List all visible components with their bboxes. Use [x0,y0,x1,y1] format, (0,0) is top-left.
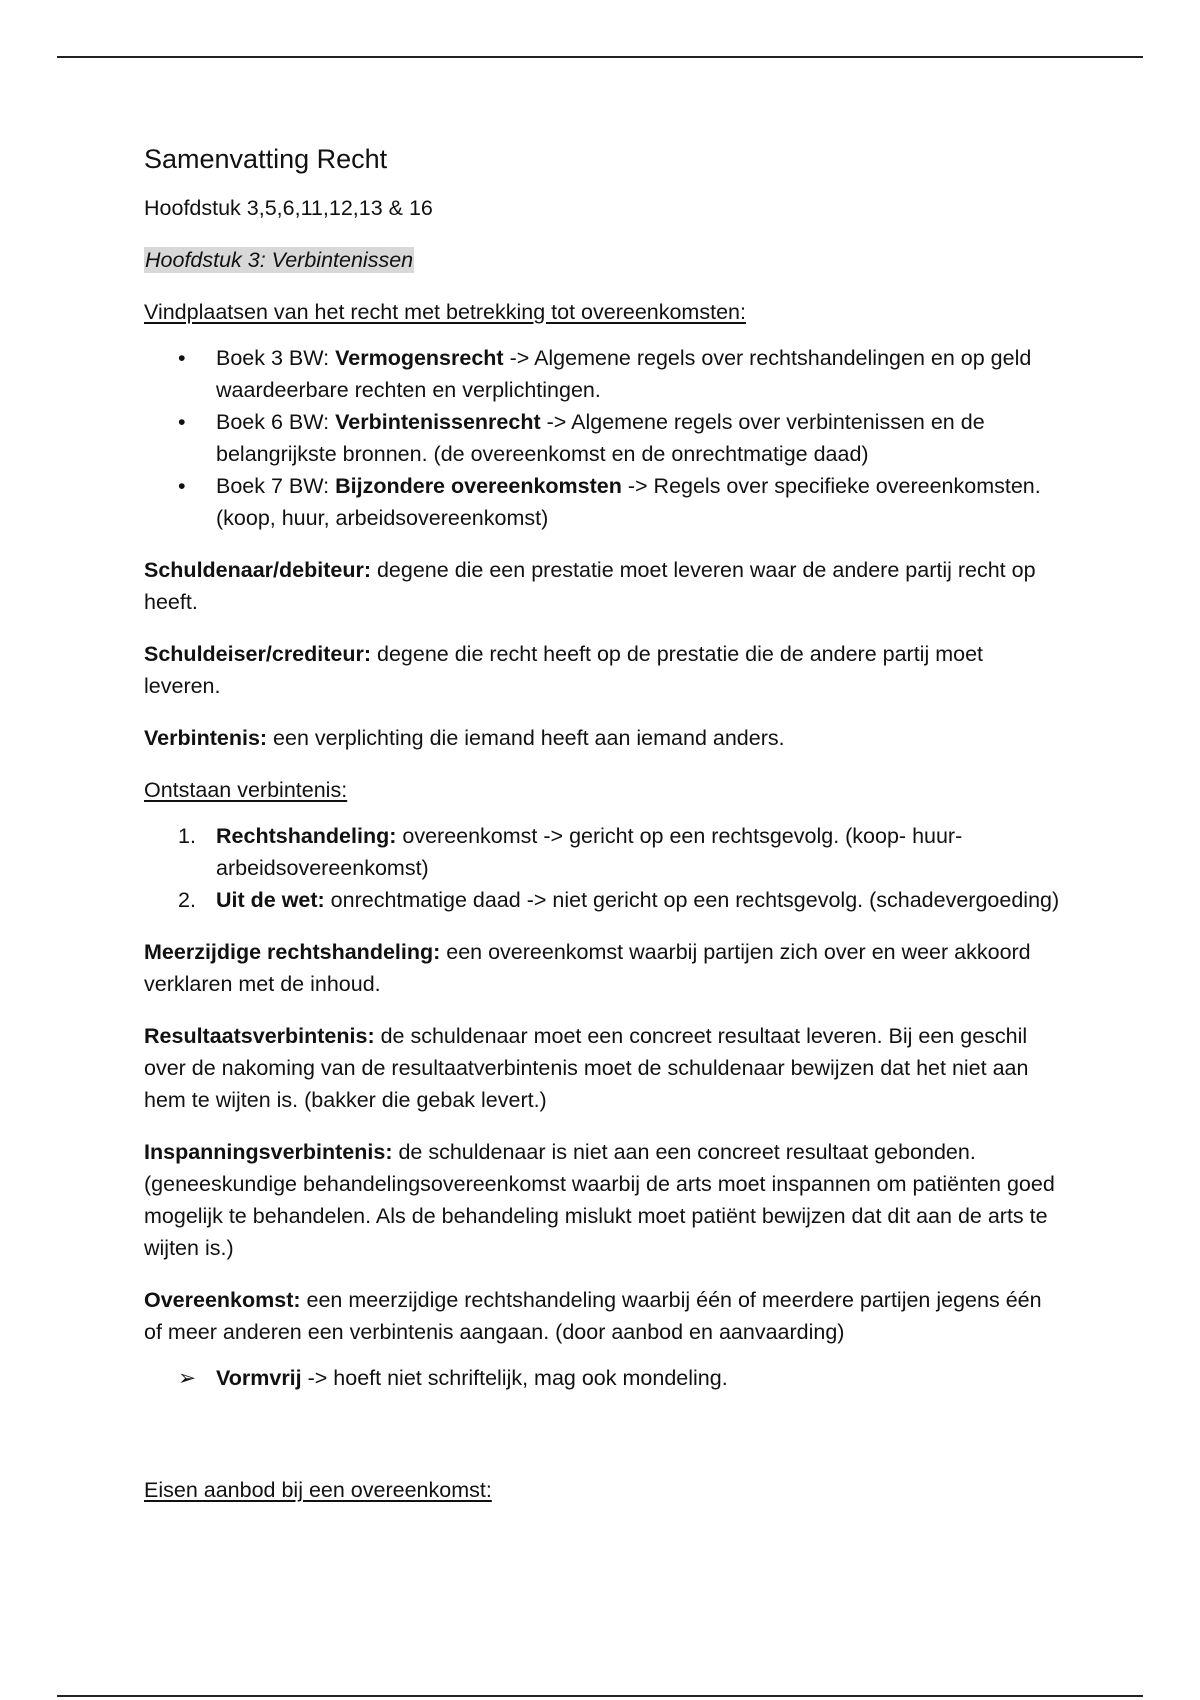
list-item-text: onrechtmatige daad -> niet gericht op een rechtsgevolg. (schadevergoeding) [324,888,1060,912]
list-item-prefix: Boek 6 BW: [216,410,336,434]
sources-heading: Vindplaatsen van het recht met betrekking tot overeenkomsten: [144,300,746,324]
offer-heading: Eisen aanbod bij een overeenkomst: [144,1478,492,1502]
definition-term: Schuldenaar/debiteur: [144,558,371,582]
header-rule [57,56,1143,58]
definition-text: degene die recht heeft op de prestatie die de andere partij moet leveren. [144,642,984,698]
arrow-bullet-icon: ➢ [178,1366,197,1390]
list-item [144,406,1064,470]
list-item-term: Bijzondere overeenkomsten [335,474,622,498]
footer-rule [57,1695,1143,1697]
list-item [144,470,1064,534]
definition-text: een meerzijdige rechtshandeling waarbij één of meerdere partijen jegens één of meer anderen een verbintenis aangaan. (door aanbod en aanvaarding) [144,1288,1042,1344]
list-item-term: Uit de wet: [216,888,325,912]
form-list [144,1362,1064,1394]
bullet-icon: • [178,410,186,434]
list-item-text: overeenkomst -> gericht op een rechtsgevolg. (koop- huur- arbeidsovereenkomst) [216,824,963,880]
origin-heading: Ontstaan verbintenis: [144,778,348,802]
definition-text: de schuldenaar moet een concreet resultaat leveren. Bij een geschil over de nakoming van de resultaatverbintenis moet de schuldenaar bewijzen dat het niet aan hem te wijten is. (bakker die gebak levert.) [144,1024,1029,1112]
list-item-prefix: Boek 7 BW: [216,474,336,498]
list-item-text: -> Algemene regels over verbintenissen en de belangrijkste bronnen. (de overeenkomst en de onrechtmatige daad) [216,410,985,466]
chapter-list: Hoofdstuk 3,5,6,11,12,13 & 16 [144,196,433,220]
definition-term: Resultaatsverbintenis: [144,1024,375,1048]
definition-creditor [144,638,1064,702]
list-item-text: -> hoeft niet schriftelijk, mag ook mondeling. [301,1366,728,1390]
list-item-text: -> Regels over specifieke overeenkomsten. (koop, huur, arbeidsovereenkomst) [216,474,1041,530]
definition-obligation [144,722,1064,754]
chapter-heading [144,244,1064,276]
definition-term: Verbintenis: [144,726,268,750]
list-number: 2. [178,888,196,912]
list-item [144,820,1064,884]
definition-effort-obligation [144,1136,1064,1264]
definition-debtor [144,554,1064,618]
list-item-term: Verbintenissenrecht [335,410,541,434]
list-item [144,884,1064,916]
definition-agreement [144,1284,1064,1348]
bullet-icon: • [178,474,186,498]
list-number: 1. [178,824,196,848]
definition-multilateral-act [144,936,1064,1000]
list-item-term: Vormvrij [216,1366,302,1390]
definition-text: de schuldenaar is niet aan een concreet resultaat gebonden. (geneeskundige behandelingsovereenkomst waarbij de arts moet inspannen om patiënten goed mogelijk te behandelen. Als de behandeling mislukt moet patiënt bewijzen dat dit aan de arts te wijten is.) [144,1140,1055,1260]
sources-list [144,342,1064,534]
definition-term: Overeenkomst: [144,1288,301,1312]
list-item-term: Rechtshandeling: [216,824,397,848]
list-item-text: -> Algemene regels over rechtshandelingen en op geld waardeerbare rechten en verplichtingen. [216,346,1032,402]
definition-text: degene die een prestatie moet leveren waar de andere partij recht op heeft. [144,558,1036,614]
definition-text: een overeenkomst waarbij partijen zich over en weer akkoord verklaren met de inhoud. [144,940,1031,996]
definition-term: Inspanningsverbintenis: [144,1140,393,1164]
definition-term: Schuldeiser/crediteur: [144,642,372,666]
definition-text: een verplichting die iemand heeft aan iemand anders. [267,726,785,750]
document-title: Samenvatting Recht [144,144,388,174]
definition-result-obligation [144,1020,1064,1116]
bullet-icon: • [178,346,186,370]
origin-list [144,820,1064,916]
document-body [144,140,1064,1526]
definition-term: Meerzijdige rechtshandeling: [144,940,441,964]
list-item-term: Vermogensrecht [335,346,504,370]
list-item [144,1362,1064,1394]
list-item-prefix: Boek 3 BW: [216,346,336,370]
list-item [144,342,1064,406]
chapter-heading-text: Hoofdstuk 3: Verbintenissen [145,248,414,272]
spacer [144,1414,1064,1474]
